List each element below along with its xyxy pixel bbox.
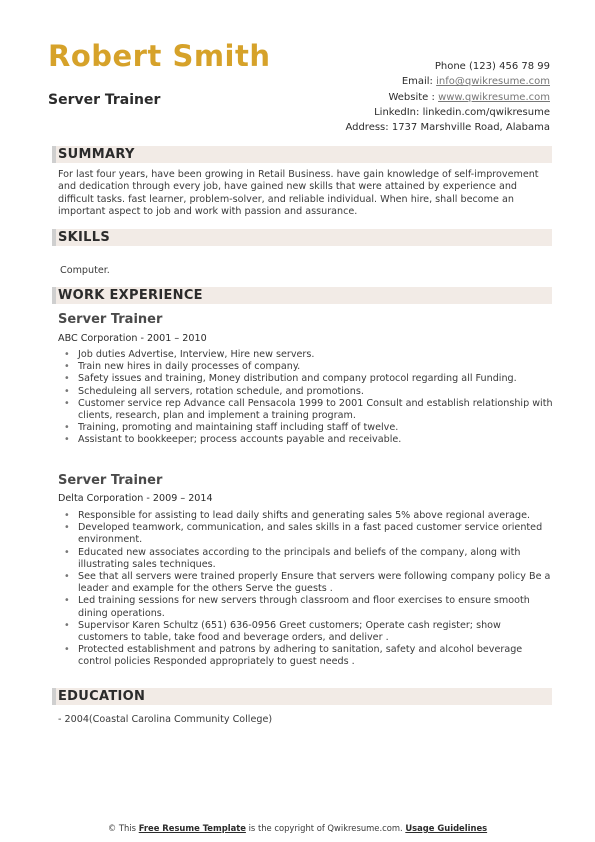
email-label: Email: [401, 76, 433, 88]
list-item: • Training, promoting and maintaining staff including staff of twelve. [58, 422, 553, 434]
list-item: • Job duties Advertise, Interview, Hire new servers. [58, 349, 553, 361]
usage-guidelines-link[interactable]: Usage Guidelines [405, 823, 488, 833]
list-item: • Protected establishment and patrons by adhering to sanitation, safety and alcohol beverage control policies Responded appropriately to guest needs . [58, 644, 553, 668]
list-item: • Educated new associates according to the principals and beliefs of the company, along with illustrating sales techniques. [58, 547, 553, 571]
job-bullets [58, 349, 553, 447]
candidate-title: Server Trainer [48, 92, 161, 108]
list-item: • Developed teamwork, communication, and sales skills in a fast paced customer service oriented environment. [58, 522, 553, 546]
linkedin-label: LinkedIn: [374, 106, 420, 118]
footer-prefix: © This [107, 823, 137, 833]
contact-linkedin [345, 105, 550, 120]
contact-address [345, 120, 550, 135]
skills-text: Computer. [60, 265, 110, 276]
address-value: 1737 Marshville Road, Alabama [391, 122, 550, 134]
website-link[interactable]: www.qwikresume.com [438, 91, 550, 103]
list-item: • Safety issues and training, Money distribution and company protocol regarding all Funding. [58, 373, 553, 385]
footer-copyright: is the copyright of Qwikresume.com. [248, 823, 403, 833]
summary-section-header [52, 146, 552, 163]
skills-section-header [52, 229, 552, 246]
email-link[interactable]: info@qwikresume.com [436, 76, 550, 88]
list-item: • Scheduleing all servers, rotation schedule, and promotions. [58, 386, 553, 398]
job-company: Delta Corporation - 2009 – 2014 [58, 493, 213, 504]
job-title: Server Trainer [58, 312, 163, 327]
website-label: Website : [388, 91, 435, 103]
job-bullets [58, 510, 553, 669]
linkedin-value: linkedin.com/qwikresume [422, 106, 550, 118]
summary-text: For last four years, have been growing in Retail Business. have gain knowledge of self-improvement and dedication through every job, have gained new skills that were attained by experience and difficult tasks. fast learner, problem-solver, and reliable individual. When hire, shall become an important aspect to job and work with passion and assurance. [58, 169, 539, 218]
contact-email [345, 74, 550, 89]
list-item: • Train new hires in daily processes of company. [58, 361, 553, 373]
skills-heading: SKILLS [58, 230, 111, 245]
phone-label: Phone [434, 61, 466, 72]
contact-phone [345, 59, 550, 74]
list-item: • See that all servers were trained properly Ensure that servers were following company policy Be a leader and example for the others Serve the guests . [58, 571, 553, 595]
list-item: • Led training sessions for new servers through classroom and floor exercises to ensure smooth dining operations. [58, 595, 553, 619]
job-company: ABC Corporation - 2001 – 2010 [58, 333, 207, 344]
free-template-link[interactable]: Free Resume Template [138, 823, 246, 833]
education-text: - 2004(Coastal Carolina Community College) [58, 714, 273, 725]
summary-heading: SUMMARY [58, 147, 135, 162]
list-item: • Customer service rep Advance call Pensacola 1999 to 2001 Consult and establish relationship with clients, research, plan and implement a training program. [58, 398, 553, 422]
education-section-header [52, 688, 552, 705]
list-item: • Assistant to bookkeeper; process accounts payable and receivable. [58, 434, 553, 446]
contact-website [345, 90, 550, 105]
candidate-name: Robert Smith [48, 39, 271, 73]
job-title: Server Trainer [58, 473, 163, 488]
footer [0, 823, 595, 833]
contact-block [345, 59, 550, 135]
work-section-header [52, 287, 552, 304]
address-label: Address: [345, 122, 389, 134]
list-item: • Responsible for assisting to lead daily shifts and generating sales 5% above regional average. [58, 510, 553, 522]
phone-value: (123) 456 78 99 [469, 61, 550, 72]
education-heading: EDUCATION [58, 689, 146, 704]
list-item: • Supervisor Karen Schultz (651) 636-0956 Greet customers; Operate cash register; show customers to table, take food and beverage orders, and deliver . [58, 620, 553, 644]
work-heading: WORK EXPERIENCE [58, 288, 203, 303]
